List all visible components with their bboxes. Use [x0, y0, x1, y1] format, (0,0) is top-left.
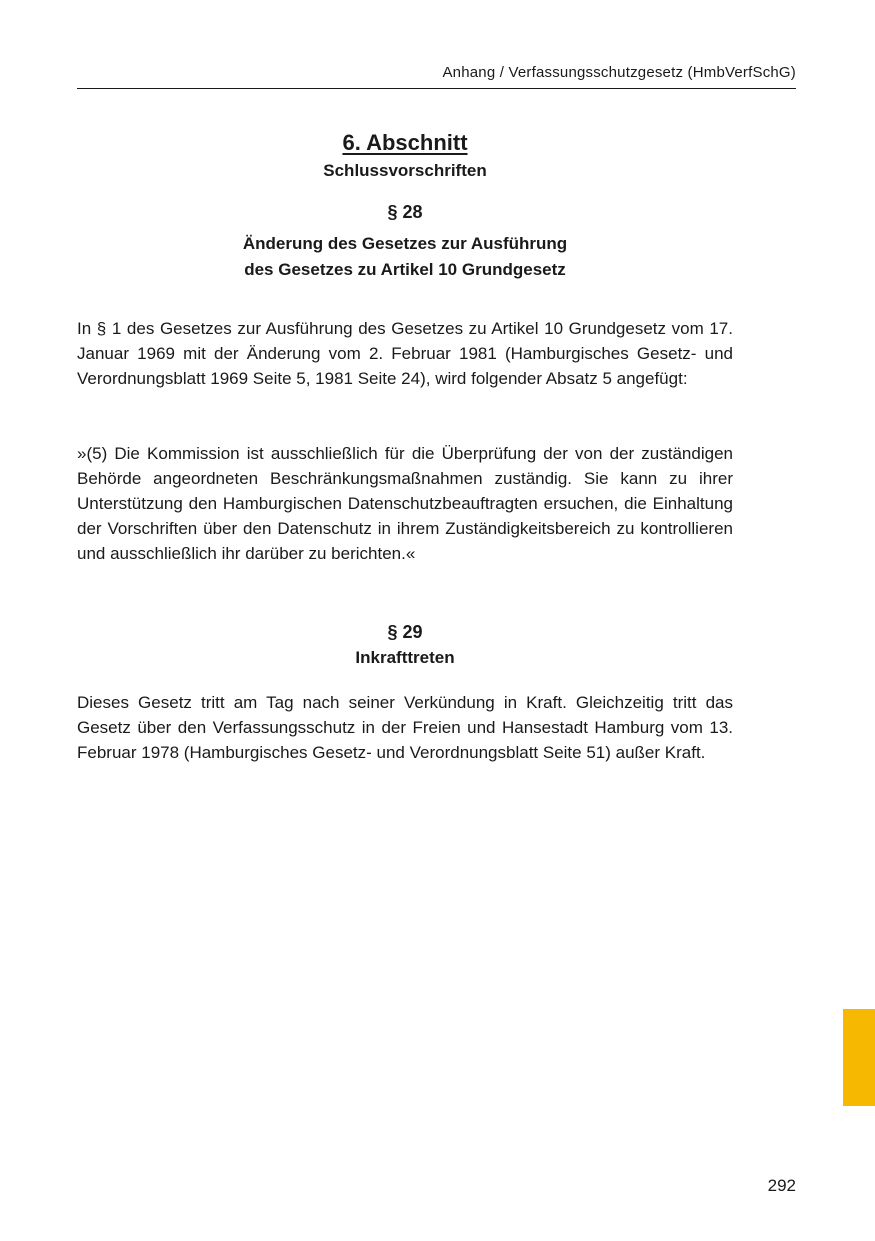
paragraph-28-number: § 28	[387, 202, 423, 222]
paragraph-29-heading: Inkrafttreten	[355, 648, 455, 667]
page-number: 292	[767, 1176, 796, 1195]
running-header: Anhang / Verfassungsschutzgesetz (HmbVerfSchG)	[442, 64, 796, 81]
section-subtitle: Schlussvorschriften	[323, 161, 487, 180]
paragraph-28-heading-line-1: Änderung des Gesetzes zur Ausführung	[242, 234, 568, 253]
paragraph-28-heading-line-2: des Gesetzes zu Artikel 10 Grundgesetz	[244, 260, 566, 279]
paragraph-29-number: § 29	[387, 622, 423, 642]
section-title: 6. Abschnitt	[342, 130, 468, 155]
chapter-thumb-tab	[843, 1009, 875, 1106]
paragraph-28-body-1: In § 1 des Gesetzes zur Ausführung des Gesetzes zu Artikel 10 Grundgesetz vom 17. Januar 1969 mit der Änderung vom 2. Februar 1981 (Hamburgisches Gesetz- und Verordnungsblatt 1969 Seite 5, 1981 Seite 24), wird folgender Absatz 5 angefügt:	[77, 319, 733, 388]
paragraph-28-body-2: »(5) Die Kommission ist ausschließlich für die Überprüfung der von der zuständigen Behörde angeordneten Beschränkungsmaßnahmen zuständig. Sie kann zu ihrer Unterstützung den Hamburgischen Datenschutzbeauftragten ersuchen, die Einhaltung der Vorschriften über den Datenschutz in ihrem Zuständigkeitsbereich zu kontrollieren und ausschließlich ihr darüber zu berichten.«	[77, 444, 733, 563]
header-divider	[77, 88, 796, 89]
paragraph-29-body: Dieses Gesetz tritt am Tag nach seiner Verkündung in Kraft. Gleichzeitig tritt das Gesetz über den Verfassungsschutz in der Freien und Hansestadt Hamburg vom 13. Februar 1978 (Hamburgisches Gesetz- und Verordnungsblatt Seite 51) außer Kraft.	[77, 693, 733, 762]
